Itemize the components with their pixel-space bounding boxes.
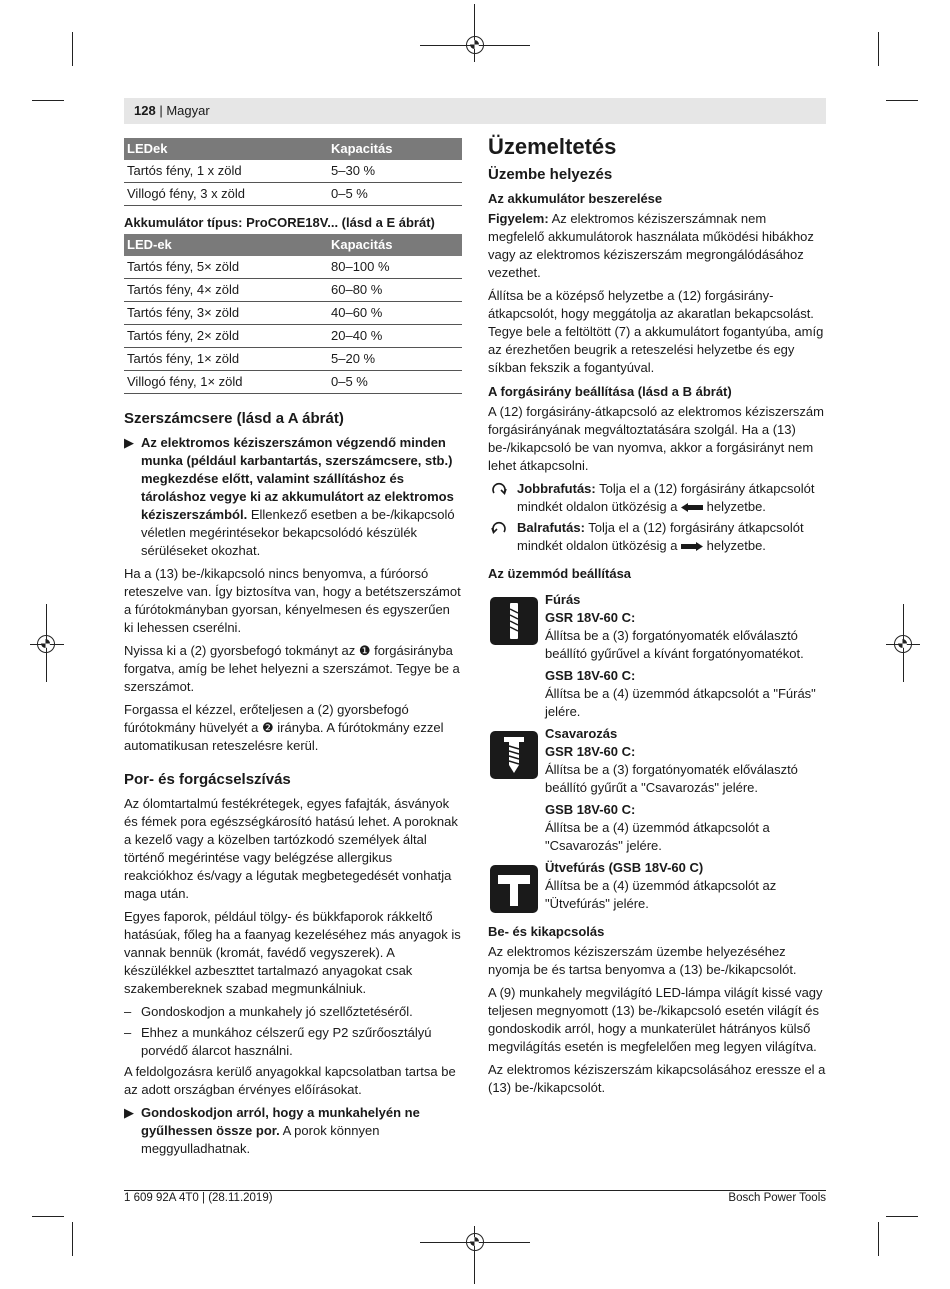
table-header-cell: Kapacitás [328, 138, 462, 160]
heading-direction: A forgásirány beállítása (lásd a B ábrát) [488, 384, 732, 399]
crop-mark [72, 1222, 73, 1256]
table-cell: 60–80 % [328, 279, 462, 302]
table-cell: Villogó fény, 1× zöld [124, 371, 328, 394]
mode-text: Állítsa be a (4) üzemmód átkapcsolót az "Ütvefúrás" jelére. [545, 878, 777, 911]
table-cell: Tartós fény, 1 x zöld [124, 160, 328, 183]
table-row [124, 256, 462, 279]
mode-text: Állítsa be a (4) üzemmód átkapcsolót a "Csavarozás" jelére. [545, 820, 770, 853]
table-row [124, 348, 462, 371]
right-column [488, 134, 826, 1102]
paragraph: A (12) forgásirány-átkapcsoló az elektromos kéziszerszám forgásirányának megváltoztatására szolgál. Ha a (13) be-/kikapcsoló be van nyomva, akkor a forgásirányt nem lehet átkapcsolni. [488, 404, 824, 473]
table-header-cell: Kapacitás [328, 234, 462, 256]
left-column [124, 138, 462, 1163]
section-heading-dust: Por- és forgácselszívás [124, 771, 291, 788]
table-cell: Tartós fény, 1× zöld [124, 348, 328, 371]
dash-bullet: – [124, 1025, 132, 1040]
paragraph: Az elektromos kéziszerszám üzembe helyezéséhez nyomja be és tartsa benyomva a (13) be-/kikapcsolót. [488, 944, 797, 977]
footer-doc-id: 1 609 92A 4T0 | (28.11.2019) [124, 1192, 273, 1204]
mode-title: Fúrás [545, 592, 581, 607]
table-cell: 5–20 % [328, 348, 462, 371]
table-cell: Tartós fény, 2× zöld [124, 325, 328, 348]
footer-brand: Bosch Power Tools [728, 1192, 826, 1204]
heading-battery: Az akkumulátor beszerelése [488, 191, 663, 206]
warning-text: Ellenkező esetben a be-/kikapcsoló véletlen megérintésekor bekapcsolódó készülék sérüléseket okozhat. [141, 507, 455, 558]
registration-mark-icon [466, 1233, 484, 1251]
warning-bold-text: Gondoskodjon arról, hogy a munkahelyén ne gyűlhessen össze por. [141, 1105, 420, 1138]
language-label: Magyar [166, 103, 210, 118]
direction-text-end: helyzetbe. [703, 538, 766, 553]
table-cell: Tartós fény, 5× zöld [124, 256, 328, 279]
crop-mark [32, 100, 64, 101]
model-label: GSB 18V-60 C: [545, 802, 636, 817]
warning-item [124, 1104, 462, 1158]
screw-svg [490, 731, 538, 779]
led-table-1 [124, 138, 462, 206]
crop-mark [886, 100, 918, 101]
table-header-cell: LED-ek [124, 234, 328, 256]
page-header-label: 128 | Magyar [134, 103, 210, 118]
direction-text: Tolja el a (12) forgásirány átkapcsolót mindkét oldalon ütközésig a [517, 481, 815, 514]
direction-text-end: helyzetbe. [703, 499, 766, 514]
drill-bit-icon [490, 597, 538, 645]
table-cell: Villogó fény, 3 x zöld [124, 183, 328, 206]
mode-screw [488, 725, 826, 855]
direction-label: Balrafutás: [517, 520, 585, 535]
list-item-text: Ehhez a munkához célszerű egy P2 szűrőosztályú porvédő álarcot használni. [141, 1025, 432, 1058]
list-item [124, 1024, 462, 1060]
table-header [124, 138, 462, 160]
table-cell: Tartós fény, 3× zöld [124, 302, 328, 325]
mode-drill [488, 591, 826, 721]
hammer-icon [490, 865, 538, 913]
arrow-left-icon [681, 503, 703, 512]
warning-item [124, 434, 462, 560]
page-header [124, 98, 826, 124]
dash-bullet: – [124, 1004, 132, 1019]
rotate-right-icon [490, 481, 508, 497]
paragraph: Nyissa ki a (2) gyorsbefogó tokmányt az ❶ forgásirányba forgatva, amíg be lehet helyezni a szerszámot. Tegye be a szerszámot. [124, 643, 460, 694]
table-header-cell: LEDek [124, 138, 328, 160]
mode-text: Állítsa be a (3) forgatónyomaték előválasztó beállító gyűrűvel a kívánt forgatónyomatékot. [545, 628, 804, 661]
mode-sub [545, 667, 826, 721]
mode-hammer [488, 859, 826, 913]
crop-mark [878, 32, 879, 66]
bullet-arrow-icon: ▶ [124, 1105, 134, 1120]
paragraph: Ha a (13) be-/kikapcsoló nincs benyomva, a fúróorsó reteszelve van. Így biztosítva van, hogy a betétszerszámot a fúrótokmányban gyorsan, kényelmesen és egyszerűen ki lehessen cserélni. [124, 566, 461, 635]
note-label: Figyelem: [488, 211, 549, 226]
crop-mark [32, 1216, 64, 1217]
list-item [124, 1003, 462, 1021]
table-cell: 5–30 % [328, 160, 462, 183]
rotate-left-icon [490, 520, 508, 536]
table-row [124, 160, 462, 183]
table-header [124, 234, 462, 256]
table-cell: Tartós fény, 4× zöld [124, 279, 328, 302]
model-label: GSR 18V-60 C: [545, 610, 636, 625]
table-cell: 20–40 % [328, 325, 462, 348]
paragraph: Állítsa be a középső helyzetbe a (12) forgásirány-átkapcsolót, hogy meggátolja az akaratlan bekapcsolást. Tegye bele a feltöltött (7) a akkumulátort fogantyúba, amíg az érezhetően beugrik a reteszelési helyzetbe és egy síkban fekszik a fogantyúval. [488, 288, 824, 375]
section-heading-tool-change: Szerszámcsere (lásd a A ábrát) [124, 410, 344, 427]
bullet-arrow-icon: ▶ [124, 435, 134, 450]
table-cell: 0–5 % [328, 183, 462, 206]
table-row [124, 325, 462, 348]
model-label: GSR 18V-60 C: [545, 744, 636, 759]
table-cell: 40–60 % [328, 302, 462, 325]
crop-mark [886, 1216, 918, 1217]
page-number: 128 [134, 103, 156, 118]
crop-mark [878, 1222, 879, 1256]
table-caption: Akkumulátor típus: ProCORE18V... (lásd a E ábrát) [124, 215, 435, 230]
subsection-heading: Üzembe helyezés [488, 166, 613, 183]
warning-bold-text: Az elektromos kéziszerszámon végzendő minden munka (például karbantartás, szerszámcsere, stb.) megkezdése előtt, valamint szállításhoz és tároláshoz vegye ki az akkumulátort az elektromos kéziszerszámból. [141, 435, 454, 522]
arrow-right-icon [681, 542, 703, 551]
table-row [124, 183, 462, 206]
note-text: Az elektromos kéziszerszámnak nem megfelelő akkumulátorok használata működési hibákhoz vagy az elektromos kéziszerszám megrongálódásához vezethet. [488, 211, 814, 280]
table-cell: 0–5 % [328, 371, 462, 394]
model-label: GSB 18V-60 C: [545, 668, 636, 683]
paragraph: A feldolgozásra kerülő anyagokkal kapcsolatban tartsa be az adott országban érvényes előírásokat. [124, 1064, 456, 1097]
screw-icon [490, 731, 538, 779]
mode-title: Csavarozás [545, 726, 618, 741]
warning-text: A porok könnyen meggyulladhatnak. [141, 1123, 380, 1156]
direction-left-item [488, 519, 826, 555]
registration-mark-icon [894, 635, 912, 653]
paragraph: A (9) munkahely megvilágító LED-lámpa világít kissé vagy teljesen megnyomott (13) be-/kikapcsoló esetén világít és gondoskodik arról, hogy a munkaterület hátrányos külső megvilágítás esetén is megfelelően meg legyen világítva. [488, 985, 823, 1054]
table-row [124, 302, 462, 325]
direction-text: Tolja el a (12) forgásirány átkapcsolót mindkét oldalon ütközésig a [517, 520, 804, 553]
led-table-2 [124, 234, 462, 394]
paragraph: Az elektromos kéziszerszám kikapcsolásához eressze el a (13) be-/kikapcsolót. [488, 1062, 826, 1095]
list-item-text: Gondoskodjon a munkahely jó szellőztetéséről. [141, 1004, 413, 1019]
footer-rule [124, 1190, 826, 1191]
direction-right-item [488, 480, 826, 516]
crop-mark [72, 32, 73, 66]
mode-sub [545, 801, 826, 855]
hammer-svg [490, 865, 538, 913]
mode-text: Állítsa be a (3) forgatónyomaték előválasztó beállító gyűrűt a "Csavarozás" jelére. [545, 762, 798, 795]
drill-bit-svg [490, 597, 538, 645]
table-cell: 80–100 % [328, 256, 462, 279]
paragraph: Egyes faporok, például tölgy- és bükkfaporok rákkeltő hatásúak, főleg ha a faanyag kezeléséhez más anyagok is vannak bennük (kromát, favédő vegyszerek). A készülékkel azbeszttet tartalmazó anyagokat csak szakembereknek szabad megmunkálniuk. [124, 909, 461, 996]
heading-onoff: Be- és kikapcsolás [488, 924, 605, 939]
mode-text: Állítsa be a (4) üzemmód átkapcsolót a "Fúrás" jelére. [545, 686, 816, 719]
direction-label: Jobbrafutás: [517, 481, 596, 496]
registration-mark-icon [37, 635, 55, 653]
registration-mark-icon [466, 36, 484, 54]
table-row [124, 371, 462, 394]
paragraph: Az ólomtartalmú festékrétegek, egyes fafajták, ásványok és fémek pora egészségkárosító hatású lehet. A poroknak a kezelő vagy a közelben tartózkodó személyek által történő megérintése vagy belégzése allergikus reakciókhoz és/vagy a légutak megbetegedését vonhatja maga után. [124, 796, 458, 901]
table-row [124, 279, 462, 302]
heading-mode: Az üzemmód beállítása [488, 566, 632, 581]
paragraph: Forgassa el kézzel, erőteljesen a (2) gyorsbefogó fúrótokmány hüvelyét a ❷ irányba. A fúrótokmány ezzel automatikusan reteszelésre kerül. [124, 702, 444, 753]
paragraph [488, 210, 826, 282]
mode-title: Ütvefúrás (GSB 18V-60 C) [545, 860, 704, 875]
section-title: Üzemeltetés [488, 134, 617, 159]
